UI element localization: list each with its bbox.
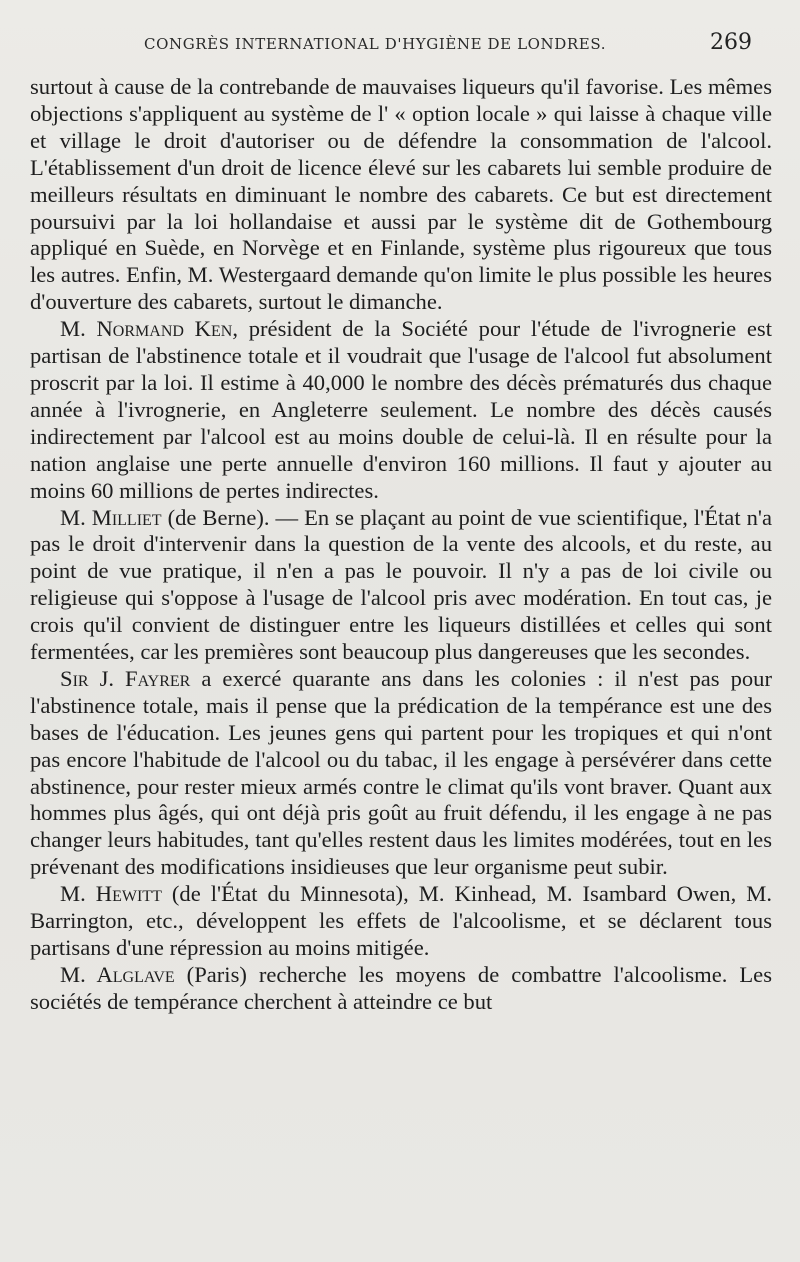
paragraph-2 [30, 316, 772, 504]
paragraph-6-text: (Paris) recherche les moyens de combattre l'alcoolisme. Les sociétés de tempérance cherchent à atteindre ce but [30, 961, 772, 1014]
page-number: 269 [710, 30, 752, 55]
paragraph-3-speaker: M. Milliet [60, 504, 162, 530]
paragraph-3-text: (de Berne). — En se plaçant au point de vue scientifique, l'État n'a pas le droit d'intervenir dans la question de la vente des alcools, et du reste, au point de vue pratique, il n'en a pas le pouvoir. Il n'y a pas de loi civile ou religieuse qui s'oppose à l'usage de l'alcool pris avec modération. En tout cas, je crois qu'il convient de distinguer entre les liqueurs distillées et celles qui sont fermentées, car les premières sont beaucoup plus dangereuses que les secondes. [30, 504, 772, 665]
body-text [30, 74, 772, 1016]
running-header [50, 28, 752, 68]
paragraph-6 [30, 962, 772, 1016]
paragraph-5-speaker: M. Hewitt [60, 881, 162, 907]
paragraph-3 [30, 505, 772, 666]
paragraph-1-text: surtout à cause de la contrebande de mauvaises liqueurs qu'il favorise. Les mêmes objections s'appliquent au système de l' « option locale » qui laisse à chaque ville et village le droit d'autoriser ou de défendre la consommation de l'alcool. L'établissement d'un droit de licence élevé sur les cabarets lui semble produire de meilleurs résultats en diminuant le nombre des cabarets. Ce but est directement poursuivi par la loi hollandaise et aussi par le système dit de Gothembourg appliqué en Suède, en Norvège et en Finlande, système plus rigoureux que tous les autres. Enfin, M. Westergaard demande qu'on limite le plus possible les heures d'ouverture des cabarets, surtout le dimanche. [30, 74, 772, 315]
paragraph-2-text: , président de la Société pour l'étude de l'ivrognerie est partisan de l'abstinence totale et il voudrait que l'usage de l'alcool fut absolument proscrit par la loi. Il estime à 40,000 le nombre des décès prématurés dus chaque année à l'ivrognerie, en Angleterre seulement. Le nombre des décès causés indirectement par l'alcool est au moins double de celui-là. Il en résulte pour la nation anglaise une perte annuelle d'environ 160 millions. Il faut y ajouter au moins 60 millions de pertes indirectes. [30, 316, 772, 503]
paragraph-4-speaker: Sir J. Fayrer [60, 665, 191, 691]
paragraph-2-speaker: M. Normand Ken [60, 316, 233, 342]
paragraph-1 [30, 74, 772, 316]
paragraph-4-text: a exercé quarante ans dans les colonies : il n'est pas pour l'abstinence totale, mais il pense que la prédication de la tempérance est une des bases de l'éducation. Les jeunes gens qui partent pour les tropiques et qui n'ont pas encore l'habitude de l'alcool ou du tabac, il les engage à persévérer dans cette abstinence, pour rester mieux armés contre le climat qu'ils vont braver. Quant aux hommes plus âgés, qui ont déjà pris goût au fruit défendu, il les engage à ne pas changer leurs habitudes, tant qu'elles restent daus les limites modérées, tout en les prévenant des modifications insidieuses que leur organisme peut subir. [30, 665, 772, 880]
paragraph-4 [30, 666, 772, 881]
paragraph-5 [30, 881, 772, 962]
paragraph-6-speaker: M. Alglave [60, 961, 175, 987]
running-title: CONGRÈS INTERNATIONAL D'HYGIÈNE DE LONDRES. [144, 35, 607, 53]
paragraph-5-text: (de l'État du Minnesota), M. Kinhead, M. Isambard Owen, M. Barrington, etc., développent les effets de l'alcoolisme, et se déclarent tous partisans d'une répression au moins mitigée. [30, 881, 772, 960]
